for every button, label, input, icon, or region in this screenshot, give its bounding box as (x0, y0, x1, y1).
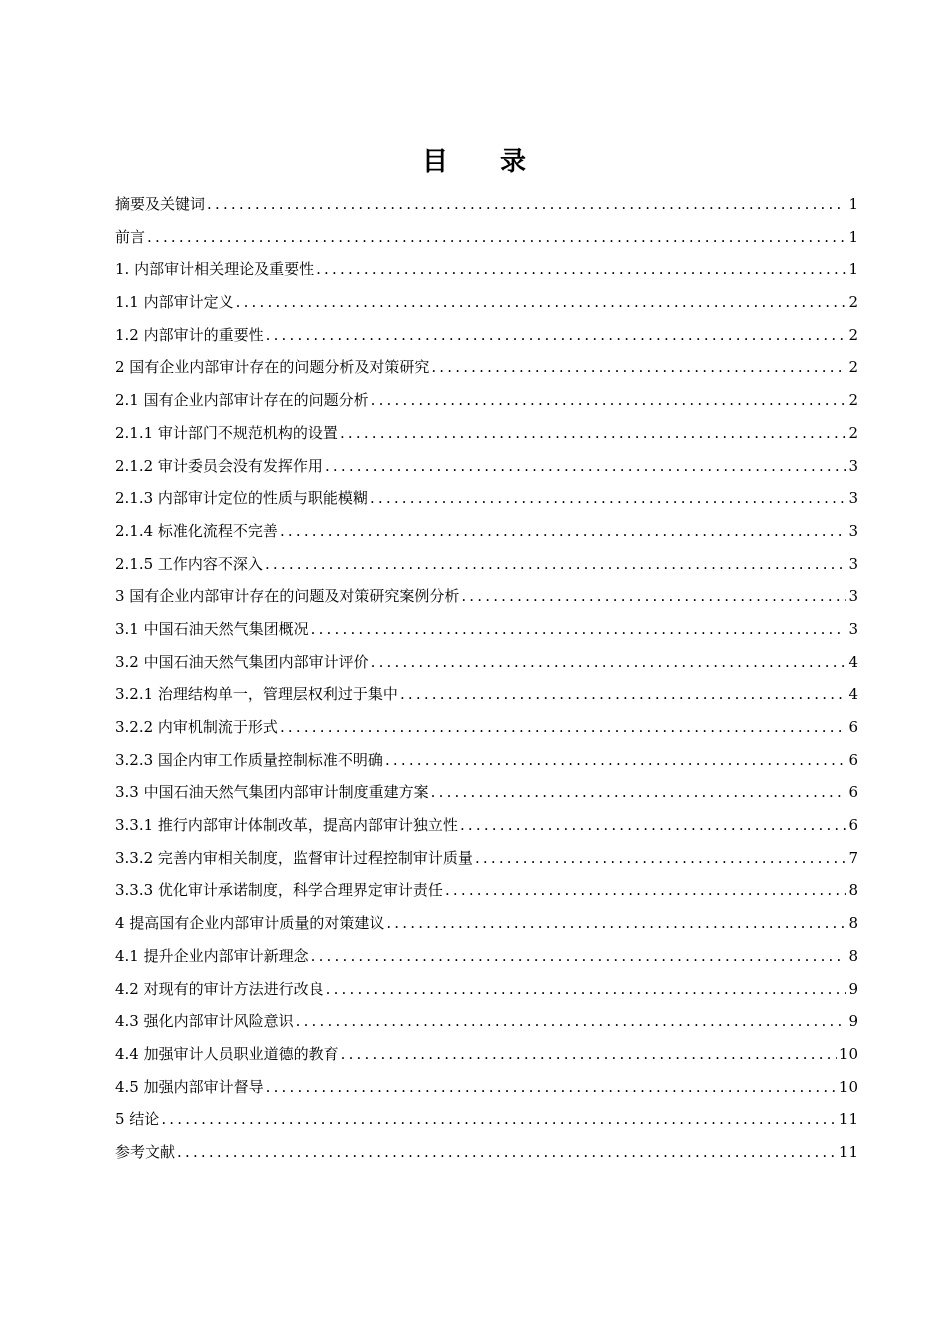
toc-entry-label: 1.2 内部审计的重要性 (115, 325, 264, 344)
toc-entry-page-number: 4 (848, 652, 858, 671)
toc-entry[interactable] (115, 809, 858, 842)
toc-entry-page-number: 4 (848, 685, 858, 704)
toc-entry-page-number: 8 (848, 946, 858, 965)
toc-entry-label: 3 国有企业内部审计存在的问题及对策研究案例分析 (115, 587, 460, 606)
toc-dot-leader (325, 450, 847, 483)
toc-entry-label: 4.4 加强审计人员职业道德的教育 (115, 1044, 339, 1063)
toc-entry-label: 3.3 中国石油天然气集团内部审计制度重建方案 (115, 783, 429, 802)
toc-dot-leader (236, 286, 847, 319)
toc-dot-leader (311, 940, 847, 973)
toc-entry-label: 4.1 提升企业内部审计新理念 (115, 946, 309, 965)
toc-entry-label: 2 国有企业内部审计存在的问题分析及对策研究 (115, 358, 430, 377)
toc-entry-label: 2.1.2 审计委员会没有发挥作用 (115, 456, 323, 475)
toc-entry[interactable] (115, 1038, 858, 1071)
toc-entry[interactable] (115, 482, 858, 515)
toc-dot-leader (280, 515, 847, 548)
toc-entry-label: 3.2 中国石油天然气集团内部审计评价 (115, 652, 369, 671)
toc-entry-page-number: 3 (848, 489, 858, 508)
toc-entry[interactable] (115, 907, 858, 940)
toc-entry[interactable] (115, 188, 858, 221)
toc-entry[interactable] (115, 776, 858, 809)
toc-entry-label: 2.1.5 工作内容不深入 (115, 554, 263, 573)
toc-entry[interactable] (115, 253, 858, 286)
toc-dot-leader (326, 973, 847, 1006)
toc-dot-leader (475, 842, 847, 875)
toc-entry-label: 4.2 对现有的审计方法进行改良 (115, 979, 324, 998)
toc-entry-label: 4.3 强化内部审计风险意识 (115, 1012, 294, 1031)
toc-dot-leader (266, 319, 847, 352)
toc-dot-leader (311, 613, 847, 646)
toc-entry-page-number: 7 (848, 848, 858, 867)
toc-entry-page-number: 2 (848, 358, 858, 377)
toc-entry-label: 1.1 内部审计定义 (115, 293, 234, 312)
toc-entry-label: 3.3.1 推行内部审计体制改革，提高内部审计独立性 (115, 816, 458, 835)
toc-entry-label: 5 结论 (115, 1110, 160, 1129)
toc-dot-leader (341, 1038, 837, 1071)
toc-entry[interactable] (115, 1103, 858, 1136)
toc-entry[interactable] (115, 1005, 858, 1038)
toc-entry-label: 3.3.2 完善内审相关制度，监督审计过程控制审计质量 (115, 848, 473, 867)
toc-entry[interactable] (115, 940, 858, 973)
toc-dot-leader (431, 351, 846, 384)
toc-entry-page-number: 2 (848, 293, 858, 312)
toc-entry[interactable] (115, 286, 858, 319)
toc-dot-leader (296, 1005, 847, 1038)
toc-dot-leader (431, 776, 847, 809)
toc-entry-page-number: 3 (848, 554, 858, 573)
toc-entry-page-number: 1 (848, 195, 858, 213)
title-char-1: 目 (421, 147, 450, 177)
toc-entry-label: 2.1.4 标准化流程不完善 (115, 521, 278, 540)
toc-dot-leader (340, 417, 847, 450)
toc-dot-leader (385, 744, 847, 777)
toc-entry[interactable] (115, 580, 858, 613)
toc-entry-label: 2.1.1 审计部门不规范机构的设置 (115, 423, 338, 442)
toc-dot-leader (400, 678, 847, 711)
toc-entry-page-number: 9 (848, 1012, 858, 1031)
toc-dot-leader (147, 221, 846, 254)
toc-entry-page-number: 3 (848, 587, 858, 606)
toc-entry-page-number: 3 (848, 456, 858, 475)
toc-dot-leader (445, 874, 847, 907)
toc-entry[interactable] (115, 221, 858, 254)
toc-dot-leader (461, 580, 846, 613)
toc-dot-leader (460, 809, 847, 842)
toc-entry[interactable] (115, 973, 858, 1006)
toc-entry-label: 3.2.2 内审机制流于形式 (115, 718, 278, 736)
toc-entry-page-number: 11 (838, 1142, 858, 1161)
toc-entry[interactable] (115, 678, 858, 711)
toc-dot-leader (280, 711, 847, 744)
toc-entry-page-number: 8 (848, 881, 858, 900)
toc-entry-label: 摘要及关键词 (115, 195, 206, 213)
toc-entry[interactable] (115, 1136, 858, 1169)
toc-entry-page-number: 3 (848, 521, 858, 540)
toc-entry-page-number: 11 (838, 1110, 858, 1129)
toc-entry[interactable] (115, 1071, 858, 1104)
toc-dot-leader (371, 646, 847, 679)
toc-entry-page-number: 6 (848, 816, 858, 835)
toc-entry-label: 4 提高国有企业内部审计质量的对策建议 (115, 914, 385, 933)
toc-dot-leader (177, 1136, 837, 1169)
toc-entry-page-number: 2 (848, 391, 858, 410)
toc-entry-page-number: 10 (838, 1077, 858, 1096)
toc-entry[interactable] (115, 319, 858, 352)
toc-entry-label: 1. 内部审计相关理论及重要性 (115, 260, 315, 279)
toc-dot-leader (265, 548, 847, 581)
toc-entry[interactable] (115, 613, 858, 646)
toc-dot-leader (386, 907, 846, 940)
toc-entry-page-number: 3 (848, 619, 858, 638)
toc-entry-page-number: 6 (848, 718, 858, 736)
toc-entry-page-number: 6 (848, 750, 858, 769)
toc-entry[interactable] (115, 744, 858, 777)
toc-entry[interactable] (115, 842, 858, 875)
toc-entry[interactable] (115, 646, 858, 679)
toc-entry-label: 2.1 国有企业内部审计存在的问题分析 (115, 391, 369, 410)
toc-entry-page-number: 1 (848, 227, 858, 246)
page-title (0, 142, 950, 182)
toc-entry-label: 3.2.1 治理结构单一，管理层权利过于集中 (115, 685, 398, 704)
toc-entry-page-number: 2 (848, 423, 858, 442)
toc-entry-page-number: 2 (848, 325, 858, 344)
toc-entry-label: 3.2.3 国企内审工作质量控制标准不明确 (115, 750, 383, 769)
toc-entry[interactable] (115, 384, 858, 417)
toc-entry-page-number: 9 (848, 979, 858, 998)
toc-dot-leader (371, 384, 847, 417)
toc-entry-page-number: 8 (848, 914, 858, 933)
table-of-contents (115, 188, 858, 1169)
toc-entry[interactable] (115, 417, 858, 450)
toc-entry-label: 3.3.3 优化审计承诺制度，科学合理界定审计责任 (115, 881, 443, 900)
toc-entry[interactable] (115, 548, 858, 581)
title-char-2: 录 (500, 147, 529, 177)
toc-dot-leader (161, 1103, 837, 1136)
toc-entry-page-number: 1 (848, 260, 858, 279)
toc-dot-leader (207, 188, 846, 221)
toc-dot-leader (266, 1071, 837, 1104)
toc-entry[interactable] (115, 450, 858, 483)
toc-entry[interactable] (115, 351, 858, 384)
toc-entry-page-number: 10 (838, 1044, 858, 1063)
toc-entry-label: 参考文献 (115, 1142, 176, 1161)
toc-entry[interactable] (115, 711, 858, 744)
toc-entry-label: 前言 (115, 227, 146, 246)
toc-entry-label: 3.1 中国石油天然气集团概况 (115, 619, 309, 638)
toc-dot-leader (370, 482, 847, 515)
toc-entry-label: 4.5 加强内部审计督导 (115, 1077, 264, 1096)
toc-entry-label: 2.1.3 内部审计定位的性质与职能模糊 (115, 489, 368, 508)
toc-entry-page-number: 6 (848, 783, 858, 802)
toc-entry[interactable] (115, 515, 858, 548)
toc-entry[interactable] (115, 874, 858, 907)
toc-dot-leader (316, 253, 846, 286)
